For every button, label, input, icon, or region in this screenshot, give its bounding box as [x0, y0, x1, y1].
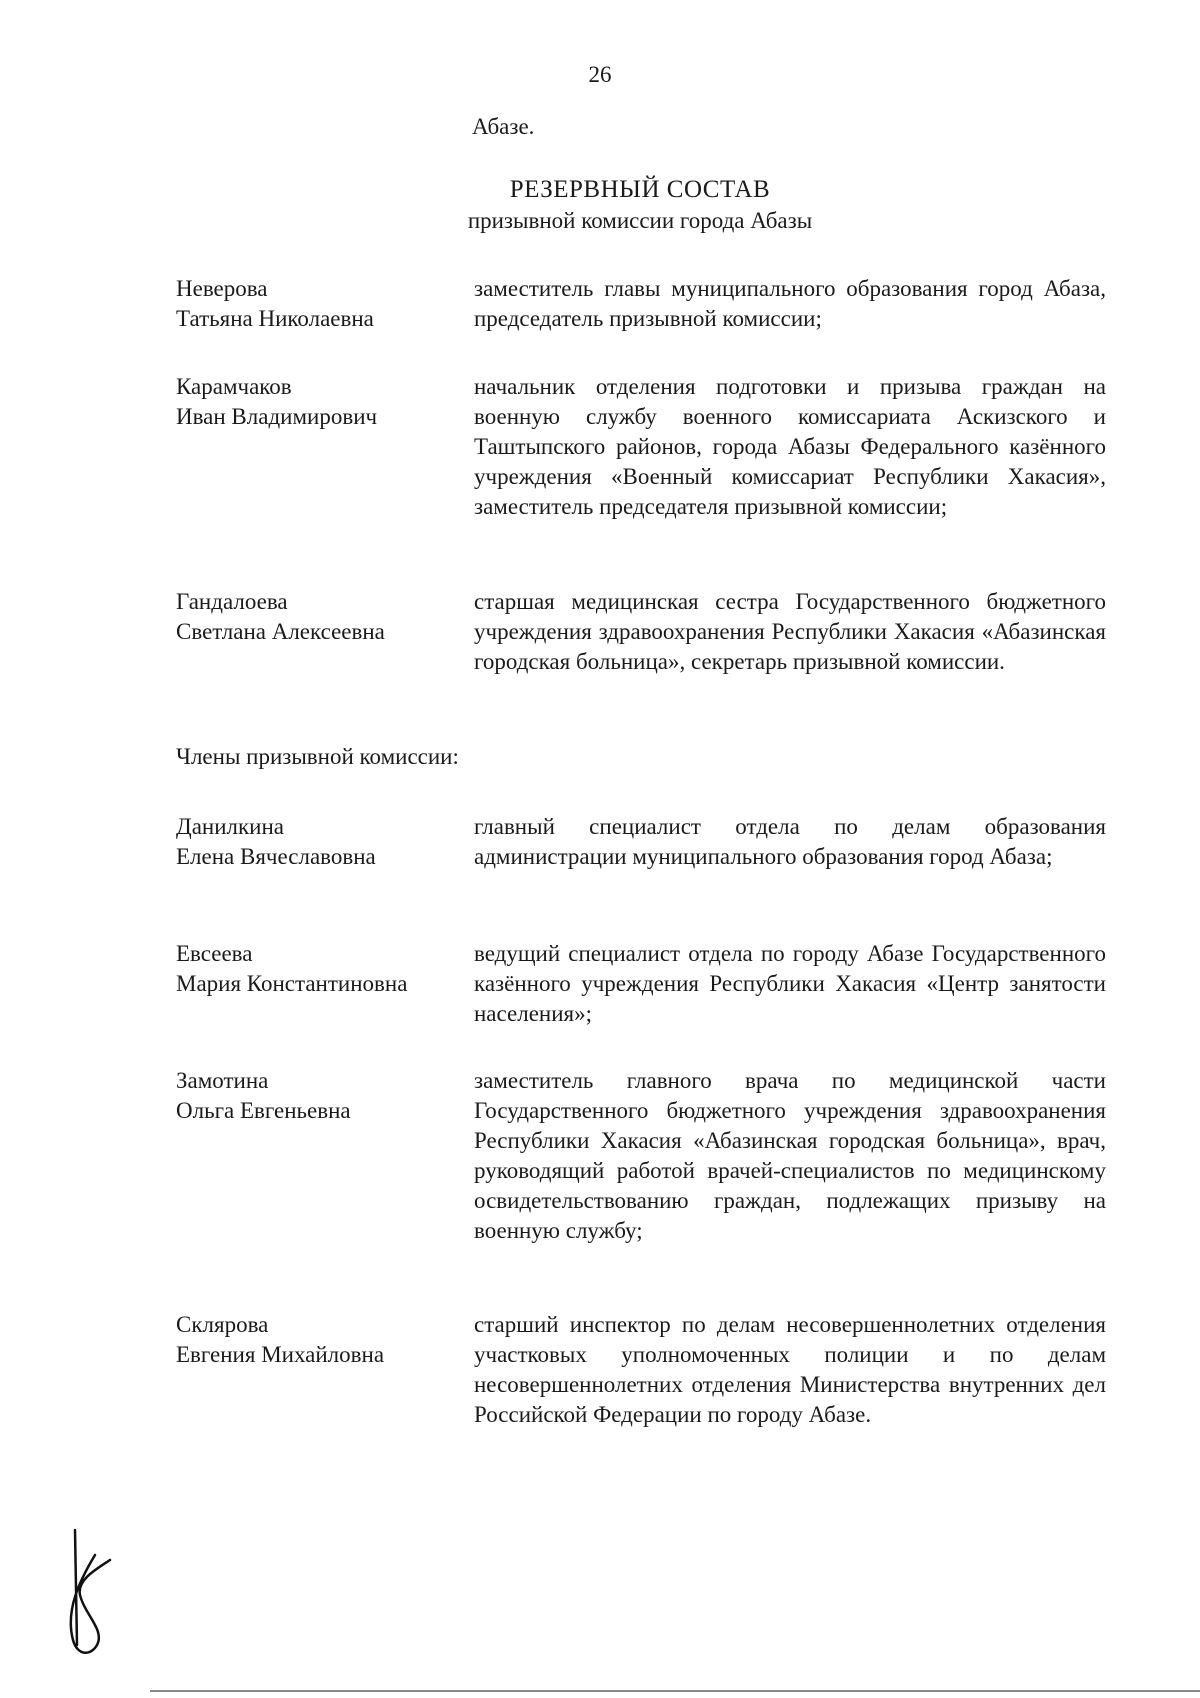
given-names: Евгения Михайловна [176, 1342, 385, 1367]
person-role: старшая медицинская сестра Государственного бюджетного учреждения здравоохранения Республики Хакасия «Абазинская городская больница», секретарь призывной комиссии. [474, 589, 1106, 674]
surname: Неверова [176, 276, 268, 301]
surname: Гандалоева [176, 589, 288, 614]
person-role: главный специалист отдела по делам образования администрации муниципального образования город Абаза; [474, 814, 1106, 869]
given-names: Ольга Евгеньевна [176, 1098, 351, 1123]
given-names: Мария Константиновна [176, 971, 408, 996]
person-name [176, 1066, 466, 1126]
document-title: РЕЗЕРВНЫЙ СОСТАВ [509, 176, 771, 203]
surname: Склярова [176, 1312, 269, 1337]
person-role: старший инспектор по делам несовершеннолетних отделения участковых уполномоченных полиции и по делам несовершеннолетних отделения Министерства внутренних дел Российской Федерации по городу Абазе. [474, 1312, 1106, 1427]
person-role: заместитель главного врача по медицинской части Государственного бюджетного учреждения здравоохранения Республики Хакасия «Абазинская городская больница», врач, руководящий работой врачей-специалистов по медицинскому освидетельствованию граждан, подлежащих призыву на военную службу; [474, 1068, 1106, 1243]
page-bottom-rule [150, 1690, 1200, 1692]
document-subtitle: призывной комиссии города Абазы [467, 208, 813, 233]
person-role: ведущий специалист отдела по городу Абазе Государственного казённого учреждения Республики Хакасия «Центр занятости населения»; [474, 941, 1106, 1026]
given-names: Татьяна Николаевна [176, 306, 374, 331]
person-name [176, 939, 466, 999]
person-name [176, 587, 466, 647]
given-names: Иван Владимирович [176, 404, 378, 429]
surname: Замотина [176, 1068, 269, 1093]
person-role: заместитель главы муниципального образования город Абаза, председатель призывной комиссии; [474, 276, 1106, 331]
person-name [176, 274, 466, 334]
signature-mark [55, 1525, 125, 1665]
continued-text: Абазе. [472, 114, 535, 139]
surname: Карамчаков [176, 374, 292, 399]
surname: Данилкина [176, 814, 284, 839]
members-heading: Члены призывной комиссии: [176, 744, 459, 769]
page-number: 26 [588, 62, 612, 87]
given-names: Светлана Алексеевна [176, 619, 385, 644]
surname: Евсеева [176, 941, 253, 966]
person-name [176, 1310, 466, 1370]
person-name [176, 372, 466, 432]
person-role: начальник отделения подготовки и призыва граждан на военную службу военного комиссариата Аскизского и Таштыпского районов, города Абазы Федерального казённого учреждения «Военный комиссариат Республики Хакасия», заместитель председателя призывной комиссии; [474, 374, 1106, 519]
given-names: Елена Вячеславовна [176, 844, 376, 869]
person-name [176, 812, 466, 872]
